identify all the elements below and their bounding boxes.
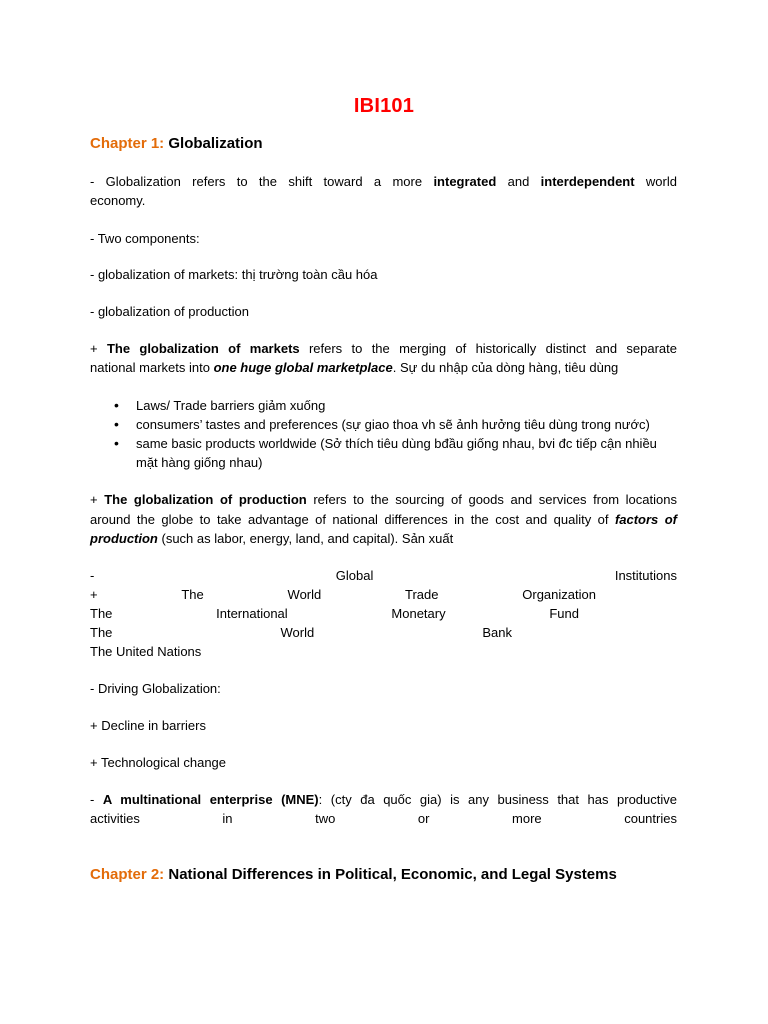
- paragraph-mne-line1: - A multinational enterprise (MNE): (cty đa quốc gia) is any business that has productive: [90, 792, 677, 807]
- paragraph-decline-in-barriers: + Decline in barriers: [90, 718, 206, 733]
- paragraph-markets-line2: national markets into one huge global marketplace. Sự du nhập của dòng hàng, tiêu dùng: [90, 360, 619, 375]
- paragraph-globalization-definition-line1: - Globalization refers to the shift toward a more integrated and interdependent world: [90, 174, 677, 189]
- institutions-row-5: The United Nations: [90, 644, 202, 659]
- institutions-row-3: The International Monetary Fund: [90, 606, 579, 621]
- paragraph-globalization-of-production: - globalization of production: [90, 304, 249, 319]
- paragraph-technological-change: + Technological change: [90, 755, 227, 770]
- institutions-row-4: The World Bank: [90, 625, 512, 640]
- institutions-row-2: + The World Trade Organization: [90, 587, 596, 602]
- paragraph-production-line3: production (such as labor, energy, land, and capital). Sản xuất: [90, 531, 454, 546]
- list-item: • consumers’ tastes and preferences (sự giao thoa vh sẽ ảnh hưởng tiêu dùng trong nước): [90, 415, 677, 434]
- paragraph-production-line2: around the globe to take advantage of national differences in the cost and quality of factors of: [90, 512, 677, 527]
- paragraph-mne-line2: activities in two or more countries: [90, 811, 677, 826]
- paragraph-globalization-definition-line2: economy.: [90, 193, 146, 208]
- chapter-1-name: Globalization: [168, 135, 263, 152]
- chapter-2-number: Chapter 2:: [90, 866, 165, 883]
- institutions-row-1: - Global Institutions: [90, 568, 677, 583]
- list-item: • same basic products worldwide (Sở thích tiêu dùng bđầu giống nhau, bvi đc tiếp cận nhiều mặt hàng giống nhau): [90, 434, 677, 472]
- paragraph-driving-globalization: - Driving Globalization:: [90, 681, 221, 696]
- markets-bullet-list: [90, 396, 677, 472]
- paragraph-globalization-of-markets: - globalization of markets: thị trường toàn cầu hóa: [90, 267, 378, 282]
- chapter-2-heading: [90, 866, 617, 883]
- list-item: • Laws/ Trade barriers giảm xuống: [90, 396, 677, 415]
- chapter-1-number: Chapter 1:: [90, 135, 165, 152]
- chapter-2-name: National Differences in Political, Economic, and Legal Systems: [168, 866, 617, 883]
- paragraph-markets-line1: + The globalization of markets refers to the merging of historically distinct and separate: [90, 341, 677, 356]
- document-title: IBI101: [353, 95, 415, 117]
- paragraph-production-line1: + The globalization of production refers to the sourcing of goods and services from locations: [90, 492, 677, 507]
- paragraph-two-components: - Two components:: [90, 231, 200, 246]
- chapter-1-heading: [90, 135, 263, 152]
